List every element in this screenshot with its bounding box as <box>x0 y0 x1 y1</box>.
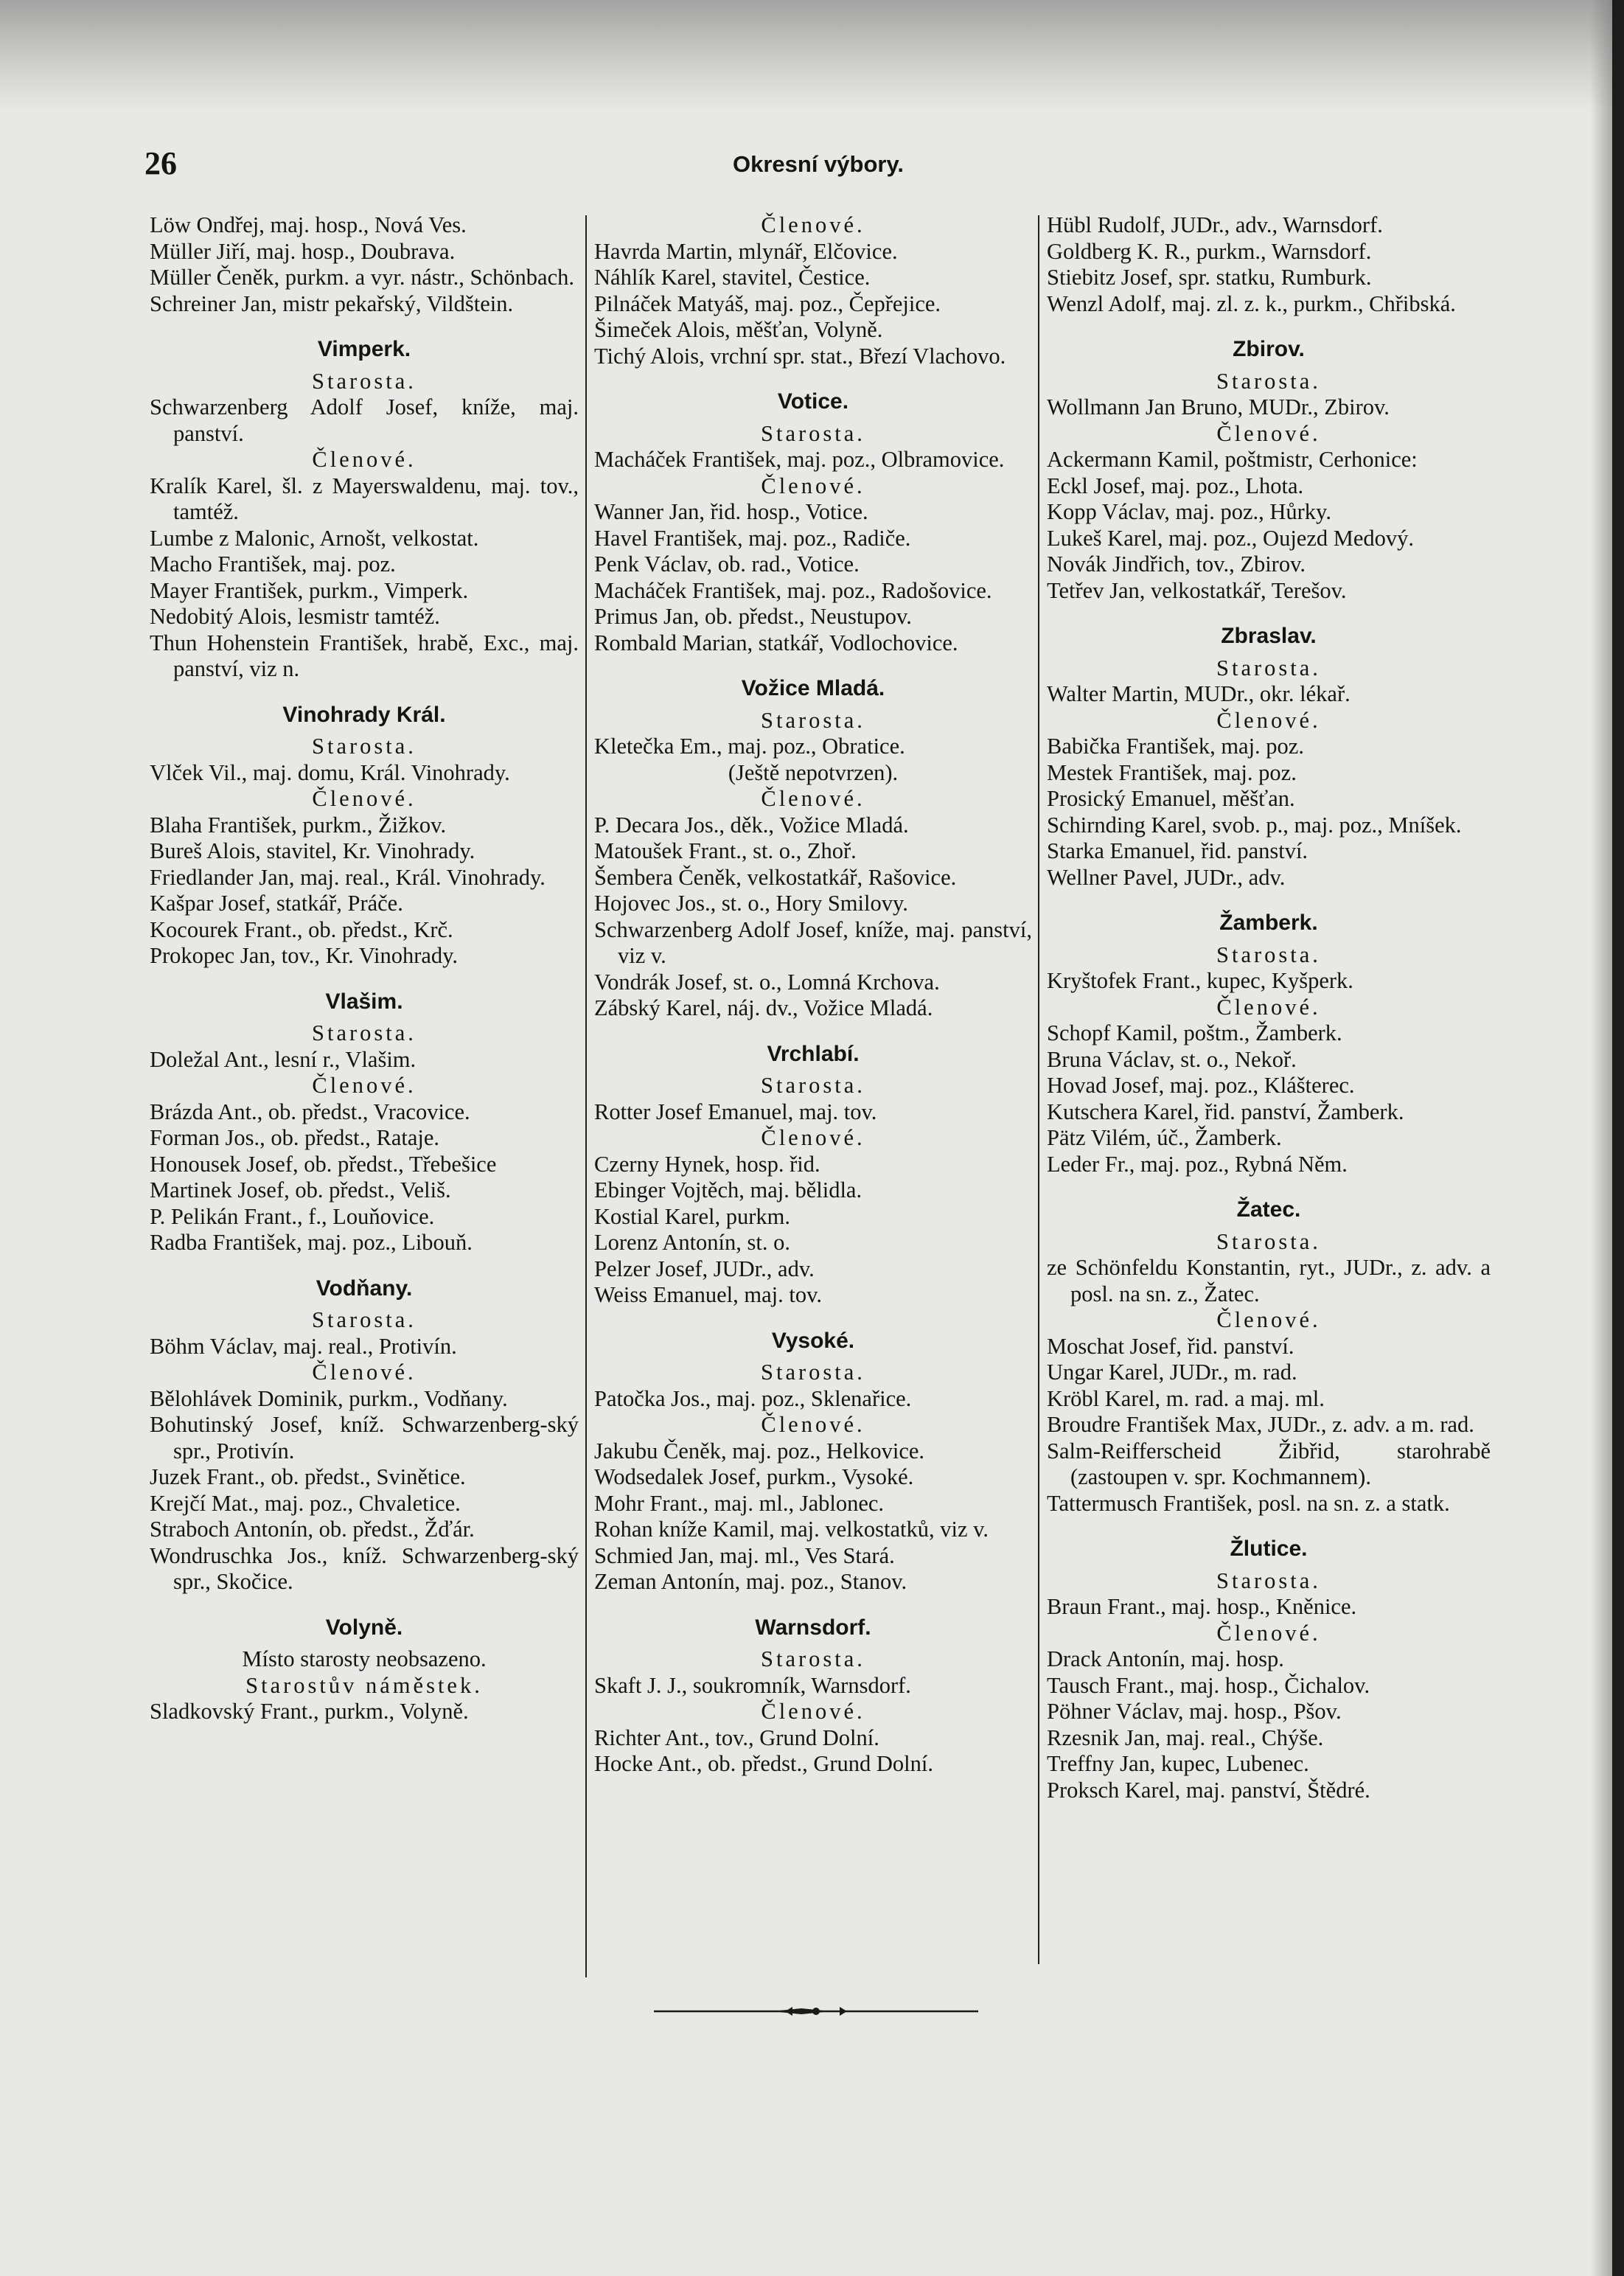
entry: Martinek Josef, ob. předst., Veliš. <box>150 1177 451 1203</box>
entry: Lumbe z Malonic, Arnošt, velkostat. <box>150 525 479 551</box>
section-heading: Zbraslav. <box>1221 624 1317 648</box>
role-label: Starosta. <box>761 1073 865 1098</box>
role-label: Členové. <box>761 1699 865 1724</box>
entry: Ackermann Kamil, poštmistr, Cerhonice: <box>1047 447 1418 472</box>
role-label: Členové. <box>761 473 865 498</box>
role-label: Členové. <box>761 1412 865 1437</box>
entry: Broudre František Max, JUDr., z. adv. a m. rad. <box>1047 1412 1474 1437</box>
entry: Kašpar Josef, statkář, Práče. <box>150 891 403 916</box>
entry: Wodsedalek Josef, purkm., Vysoké. <box>594 1464 914 1489</box>
role-label: Starosta. <box>761 1646 865 1671</box>
entry: Šimeček Alois, měšťan, Volyně. <box>594 317 883 342</box>
entry: Schmied Jan, maj. ml., Ves Stará. <box>594 1542 895 1568</box>
role-label: Starosta. <box>761 1360 865 1385</box>
entry: Sladkovský Frant., purkm., Volyně. <box>150 1699 469 1724</box>
entry: Tattermusch František, posl. na sn. z. a statk. <box>1047 1490 1450 1516</box>
entry: Doležal Ant., lesní r., Vlašim. <box>150 1046 417 1072</box>
entry: Richter Ant., tov., Grund Dolní. <box>594 1725 879 1750</box>
role-label: Členové. <box>761 786 865 811</box>
entry: Honousek Josef, ob. předst., Třebešice <box>150 1151 497 1177</box>
role-label: Členové. <box>1216 1307 1321 1332</box>
section-heading: Votice. <box>777 389 849 414</box>
entry: Proksch Karel, maj. panství, Štědré. <box>1047 1777 1370 1803</box>
entry: Rombald Marian, statkář, Vodlochovice. <box>594 630 958 655</box>
entry: Schopf Kamil, poštm., Žamberk. <box>1047 1020 1342 1045</box>
entry: Patočka Jos., maj. poz., Sklenařice. <box>594 1385 912 1411</box>
section-heading: Vysoké. <box>771 1328 855 1353</box>
role-label: Členové. <box>312 1073 417 1098</box>
entry: Penk Václav, ob. rad., Votice. <box>594 551 860 577</box>
role-label: Členové. <box>1216 994 1321 1020</box>
entry: Stiebitz Josef, spr. statku, Rumburk. <box>1047 265 1372 290</box>
entry: Czerny Hynek, hosp. řid. <box>594 1151 820 1177</box>
entry: Wellner Pavel, JUDr., adv. <box>1047 864 1286 890</box>
entry: Wenzl Adolf, maj. zl. z. k., purkm., Chřibská. <box>1047 290 1456 316</box>
entry: Drack Antonín, maj. hosp. <box>1047 1646 1284 1671</box>
role-label: Starosta. <box>312 734 417 759</box>
entry: Jakubu Čeněk, maj. poz., Helkovice. <box>594 1438 925 1464</box>
entry: Mestek František, maj. poz. <box>1047 759 1297 785</box>
entry: ze Schönfeldu Konstantin, ryt., JUDr., z. adv. a posl. na sn. z., Žatec. <box>1047 1255 1491 1306</box>
entry: Prokopec Jan, tov., Kr. Vinohrady. <box>150 943 459 968</box>
entry: Novák Jindřich, tov., Zbirov. <box>1047 551 1306 577</box>
entry: Radba František, maj. poz., Libouň. <box>150 1230 473 1255</box>
entry: Salm-Reifferscheid Žibřid, starohrabě (zastoupen v. spr. Kochmannem). <box>1047 1438 1491 1489</box>
entry: Hovad Josef, maj. poz., Klášterec. <box>1047 1073 1355 1098</box>
entry: Ebinger Vojtěch, maj. bělidla. <box>594 1177 862 1203</box>
entry: Thun Hohenstein František, hrabě, Exc., maj. panství, viz n. <box>150 630 579 681</box>
scan-right-edge <box>1612 0 1624 2276</box>
entry: Hübl Rudolf, JUDr., adv., Warnsdorf. <box>1047 212 1383 237</box>
entry: Havrda Martin, mlynář, Elčovice. <box>594 238 898 264</box>
entry: Wanner Jan, řid. hosp., Votice. <box>594 499 868 524</box>
entry: Vondrák Josef, st. o., Lomná Krchova. <box>594 969 940 995</box>
entry: Pilnáček Matyáš, maj. poz., Čepřejice. <box>594 290 941 316</box>
entry: Kostial Karel, purkm. <box>594 1203 790 1229</box>
entry: Pöhner Václav, maj. hosp., Pšov. <box>1047 1699 1342 1724</box>
entry: Zeman Antonín, maj. poz., Stanov. <box>594 1569 907 1594</box>
section-heading: Žamberk. <box>1219 911 1318 935</box>
role-label: Starosta. <box>1216 942 1321 967</box>
entry: Kopp Václav, maj. poz., Hůrky. <box>1047 499 1331 524</box>
entry: Vlček Vil., maj. domu, Král. Vinohrady. <box>150 759 510 785</box>
end-ornament <box>654 2002 978 2020</box>
entry: Starka Emanuel, řid. panství. <box>1047 838 1308 863</box>
entry: Hocke Ant., ob. předst., Grund Dolní. <box>594 1751 933 1776</box>
entry: Hojovec Jos., st. o., Hory Smilovy. <box>594 891 908 916</box>
entry: Kletečka Em., maj. poz., Obratice. <box>594 734 905 759</box>
entry: Kocourek Frant., ob. předst., Krč. <box>150 916 453 942</box>
entry: Skaft J. J., soukromník, Warnsdorf. <box>594 1672 911 1698</box>
entry: Macháček František, maj. poz., Olbramovice. <box>594 447 1005 472</box>
entry: Mohr Frant., maj. ml., Jablonec. <box>594 1490 885 1516</box>
role-label: Starosta. <box>1216 655 1321 681</box>
entry: Náhlík Karel, stavitel, Čestice. <box>594 265 871 290</box>
section-heading: Vimperk. <box>317 337 411 361</box>
role-label: Starosta. <box>761 420 865 446</box>
scan-top-shadow <box>0 0 1624 111</box>
role-label: Starosta. <box>1216 1567 1321 1593</box>
entry: Müller Jiří, maj. hosp., Doubrava. <box>150 238 456 264</box>
column-rule-2 <box>1038 215 1039 1964</box>
role-label: Členové. <box>1216 420 1321 446</box>
entry: P. Pelikán Frant., f., Louňovice. <box>150 1203 435 1229</box>
entry: Tetřev Jan, velkostatkář, Terešov. <box>1047 577 1347 603</box>
entry: Tausch Frant., maj. hosp., Čichalov. <box>1047 1672 1370 1698</box>
entry: Wondruschka Jos., kníž. Schwarzenberg-ský spr., Skočice. <box>150 1542 579 1594</box>
entry: Schwarzenberg Adolf Josef, kníže, maj. panství, viz v. <box>594 916 1032 968</box>
entry: Matoušek Frant., st. o., Zhoř. <box>594 838 857 863</box>
role-label: Starosta. <box>312 368 417 394</box>
scan-right-shadow <box>1590 0 1612 2276</box>
entry: Havel František, maj. poz., Radiče. <box>594 525 911 551</box>
entry: Forman Jos., ob. předst., Rataje. <box>150 1125 440 1150</box>
role-label: Členové. <box>1216 707 1321 733</box>
entry: Rotter Josef Emanuel, maj. tov. <box>594 1099 877 1124</box>
entry: P. Decara Jos., děk., Vožice Mladá. <box>594 812 909 838</box>
entry: Babička František, maj. poz. <box>1047 734 1304 759</box>
entry: Mayer František, purkm., Vimperk. <box>150 577 469 603</box>
entry: Rohan kníže Kamil, maj. velkostatků, viz v. <box>594 1517 989 1542</box>
entry: Weiss Emanuel, maj. tov. <box>594 1282 822 1307</box>
section-heading: Zbirov. <box>1233 337 1305 361</box>
entry: Braun Frant., maj. hosp., Kněnice. <box>1047 1594 1357 1619</box>
entry: Krejčí Mat., maj. poz., Chvaletice. <box>150 1490 461 1516</box>
role-label: Členové. <box>312 1360 417 1385</box>
entry: Kryštofek Frant., kupec, Kyšperk. <box>1047 968 1353 993</box>
entry-note: (Ještě nepotvrzen). <box>728 759 899 785</box>
entry: Schirnding Karel, svob. p., maj. poz., Mníšek. <box>1047 812 1462 838</box>
entry: Juzek Frant., ob. předst., Svinětice. <box>150 1464 466 1489</box>
page-number: 26 <box>144 145 177 181</box>
entry: Tichý Alois, vrchní spr. stat., Březí Vlachovo. <box>594 343 1006 369</box>
section-heading: Vrchlabí. <box>767 1041 860 1066</box>
entry: Brázda Ant., ob. předst., Vracovice. <box>150 1099 470 1124</box>
entry: Blaha František, purkm., Žižkov. <box>150 812 447 838</box>
entry: Bruna Václav, st. o., Nekoř. <box>1047 1046 1297 1072</box>
role-label: Starosta. <box>312 1020 417 1045</box>
entry: Moschat Josef, řid. panství. <box>1047 1333 1294 1359</box>
entry: Macho František, maj. poz. <box>150 551 396 577</box>
role-label: Členové. <box>312 447 417 472</box>
running-header: Okresní výbory. <box>732 151 905 177</box>
entry: Bohutinský Josef, kníž. Schwarzenberg-ský spr., Protivín. <box>150 1412 579 1464</box>
entry: Müller Čeněk, purkm. a vyr. nástr., Schönbach. <box>150 265 575 290</box>
entry: Treffny Jan, kupec, Lubenec. <box>1047 1751 1309 1776</box>
entry: Rzesnik Jan, maj. real., Chýše. <box>1047 1725 1324 1750</box>
section-heading: Žlutice. <box>1230 1537 1308 1561</box>
entry: Friedlander Jan, maj. real., Král. Vinohrady. <box>150 864 546 890</box>
entry: Kralík Karel, šl. z Mayerswaldenu, maj. tov., tamtéž. <box>150 473 579 524</box>
role-label: Členové. <box>312 786 417 811</box>
entry: Lorenz Antonín, st. o. <box>594 1230 790 1255</box>
column-rule-1 <box>585 215 587 1977</box>
entry: Bělohlávek Dominik, purkm., Vodňany. <box>150 1385 508 1411</box>
entry: Kutschera Karel, řid. panství, Žamberk. <box>1047 1099 1404 1124</box>
section-heading: Vinohrady Král. <box>282 702 446 727</box>
role-label: Starostův náměstek. <box>245 1672 483 1698</box>
column-1 <box>150 212 579 1725</box>
entry: Bureš Alois, stavitel, Kr. Vinohrady. <box>150 838 475 863</box>
section-heading: Warnsdorf. <box>755 1615 871 1640</box>
entry: Wollmann Jan Bruno, MUDr., Zbirov. <box>1047 394 1390 420</box>
entry: Eckl Josef, maj. poz., Lhota. <box>1047 473 1304 498</box>
section-heading: Volyně. <box>325 1615 403 1640</box>
role-label: Členové. <box>761 1125 865 1150</box>
section-heading: Vlašim. <box>325 989 403 1014</box>
column-2 <box>594 212 1032 1778</box>
section-heading: Žatec. <box>1236 1197 1301 1222</box>
entry: Schwarzenberg Adolf Josef, kníže, maj. panství. <box>150 394 579 446</box>
entry: Goldberg K. R., purkm., Warnsdorf. <box>1047 238 1372 264</box>
entry: Straboch Antonín, ob. předst., Žďár. <box>150 1517 475 1542</box>
entry: Prosický Emanuel, měšťan. <box>1047 786 1295 811</box>
entry: Walter Martin, MUDr., okr. lékař. <box>1047 681 1351 706</box>
role-label: Starosta. <box>1216 1228 1321 1254</box>
role-label: Členové. <box>761 212 865 237</box>
entry: Löw Ondřej, maj. hosp., Nová Ves. <box>150 212 467 237</box>
role-label: Členové. <box>1216 1620 1321 1646</box>
entry: Primus Jan, ob. předst., Neustupov. <box>594 604 912 629</box>
role-label: Starosta. <box>761 707 865 733</box>
role-label: Starosta. <box>1216 368 1321 394</box>
entry: Ungar Karel, JUDr., m. rad. <box>1047 1360 1297 1385</box>
entry: Schreiner Jan, mistr pekařský, Vildštein. <box>150 290 514 316</box>
role-label: Starosta. <box>312 1307 417 1332</box>
entry: Lukeš Karel, maj. poz., Oujezd Medový. <box>1047 525 1415 551</box>
entry: Nedobitý Alois, lesmistr tamtéž. <box>150 604 440 629</box>
section-heading: Vožice Mladá. <box>741 676 885 700</box>
column-3 <box>1047 212 1491 1803</box>
entry: Pätz Vilém, úč., Žamberk. <box>1047 1125 1282 1150</box>
entry: Kröbl Karel, m. rad. a maj. ml. <box>1047 1385 1325 1411</box>
entry: Šembera Čeněk, velkostatkář, Rašovice. <box>594 864 957 890</box>
section-heading: Vodňany. <box>316 1276 413 1301</box>
entry: Leder Fr., maj. poz., Rybná Něm. <box>1047 1151 1348 1177</box>
section-note: Místo starosty neobsazeno. <box>242 1646 487 1671</box>
entry: Böhm Václav, maj. real., Protivín. <box>150 1333 457 1359</box>
entry: Macháček František, maj. poz., Radošovice. <box>594 577 992 603</box>
entry: Pelzer Josef, JUDr., adv. <box>594 1256 815 1281</box>
entry: Zábský Karel, náj. dv., Vožice Mladá. <box>594 995 933 1020</box>
